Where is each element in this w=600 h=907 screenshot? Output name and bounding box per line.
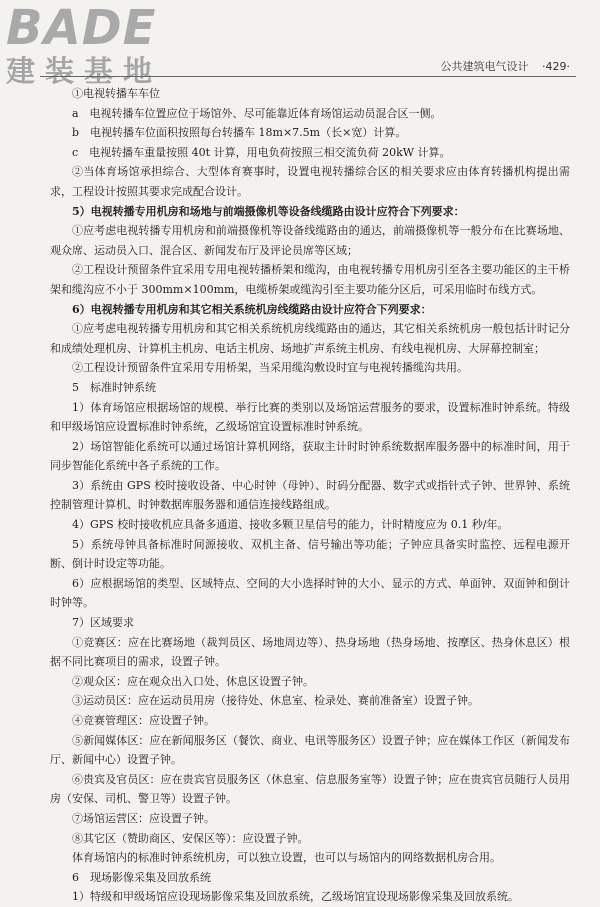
paragraph: 7）区域要求 <box>72 616 134 630</box>
publisher-logo <box>6 0 186 88</box>
book-title: 公共建筑电气设计 <box>440 60 529 73</box>
page-body <box>50 84 570 907</box>
paragraph: 6）电视转播专用机房和其它相关系统机房线缆路由设计应符合下列要求： <box>72 302 432 316</box>
paragraph: ⑦场馆运营区：应设置子钟。 <box>72 811 215 825</box>
paragraph: ③运动员区：应在运动员用房（接待处、休息室、检录处、赛前准备室）设置子钟。 <box>72 694 479 708</box>
paragraph: ②当体育场馆承担综合、大型体育赛事时，设置电视转播综合区的相关要求应由体育转播机构提出需求，工程设计按照其要求完成配合设计。 <box>50 165 570 198</box>
logo-subtitle: 建装基地 <box>6 54 163 88</box>
paragraph: 5 标准时钟系统 <box>72 380 156 394</box>
paragraph: 体育场馆内的标准时钟系统机房，可以独立设置，也可以与场馆内的网络数据机房合用。 <box>72 851 501 865</box>
paragraph: ②观众区：应在观众出入口处、休息区设置子钟。 <box>72 674 314 688</box>
paragraph: 4）GPS 校时接收机应具备多通道、接收多颗卫星信号的能力，计时精度应为 0.1 秒/年。 <box>72 518 509 532</box>
paragraph: b 电视转播车位面积按照每台转播车 18m×7.5m（长×宽）计算。 <box>72 126 407 140</box>
paragraph: ⑤新闻媒体区：应在新闻服务区（餐饮、商业、电讯等服务区）设置子钟；应在媒体工作区（新闻发布厅、新闻中心）设置子钟。 <box>50 733 570 767</box>
paragraph: ④竞赛管理区：应设置子钟。 <box>72 714 215 727</box>
paragraph: c 电视转播车重量按照 40t 计算，用电负荷按照三相交流负荷 20kW 计算。 <box>72 145 451 159</box>
header-divider <box>40 76 576 77</box>
paragraph: ②工程设计预留条件宜采用专用桥架，当采用缆沟敷设时宜与电视转播缆沟共用。 <box>72 361 468 375</box>
logo-text: BADE <box>6 0 157 56</box>
paragraph: 2）场馆智能化系统可以通过场馆计算机网络，获取主计时时钟系统数据库服务器中的标准时间，用于同步智能化系统中各子系统的工作。 <box>50 439 570 473</box>
paragraph: 5）电视转播专用机房和场地与前端摄像机等设备线缆路由设计应符合下列要求： <box>72 204 465 218</box>
paragraph: 5）系统母钟具备标准时间源接收、双机主备、信号输出等功能；子钟应具备实时监控、远程电源开断、倒计时设定等功能。 <box>50 537 570 571</box>
paragraph: 6）应根据场馆的类型、区域特点、空间的大小选择时钟的大小、显示的方式、单面钟、双面钟和倒计时钟等。 <box>50 576 570 610</box>
paragraph: ①应考虑电视转播专用机房和前端摄像机等设备线缆路由的通达，前端摄像机等一般分布在比赛场地、观众席、运动员入口、混合区、新闻发布厅及评论员席等区域； <box>50 224 570 257</box>
paragraph: ②工程设计预留条件宜采用专用电视转播桥架和缆沟，由电视转播专用机房引至各主要功能区的主干桥架和缆沟应不小于 300mm×100mm，电缆桥架或缆沟引至主要功能分区后，可采用临时布线方式。 <box>50 263 570 296</box>
paragraph: 6 现场影像采集及回放系统 <box>72 870 211 884</box>
paragraph: ①电视转播车车位 <box>72 87 160 100</box>
paragraph: 1）体育场馆应根据场馆的规模、举行比赛的类别以及场馆运营服务的要求，设置标准时钟系统。特级和甲级场馆应设置标准时钟系统，乙级场馆宜设置标准时钟系统。 <box>50 400 570 434</box>
paragraph: 1）特级和甲级场馆应设现场影像采集及回放系统，乙级场馆宜设现场影像采集及回放系统。 <box>72 890 519 904</box>
paragraph: ①竞赛区：应在比赛场地（裁判员区、场地周边等）、热身场地（热身场地、按摩区、热身休息区）根据不同比赛项目的需求，设置子钟。 <box>50 635 570 669</box>
running-header <box>441 58 571 74</box>
paragraph: ⑧其它区（赞助商区、安保区等）：应设置子钟。 <box>72 831 309 845</box>
paragraph: ⑥贵宾及官员区：应在贵宾官员服务区（休息室、信息服务室等）设置子钟；应在贵宾官员随行人员用房（安保、司机、警卫等）设置子钟。 <box>50 772 570 806</box>
page-number: ·429· <box>542 60 570 73</box>
paragraph: ①应考虑电视转播专用机房和其它相关系统机房线缆路由的通达，其它相关系统机房一般包括计时记分和成绩处理机房、计算机主机房、电话主机房、场地扩声系统主机房、有线电视机房、大屏幕控制室； <box>50 322 570 355</box>
paragraph: 3）系统由 GPS 校时接收设备、中心时钟（母钟）、时码分配器、数字式或指针式子钟、世界钟、系统控制管理计算机、时钟数据库服务器和通信连接线路组成。 <box>50 478 570 512</box>
paragraph: a 电视转播车位置应位于场馆外、尽可能靠近体育场馆运动员混合区一侧。 <box>72 106 442 120</box>
